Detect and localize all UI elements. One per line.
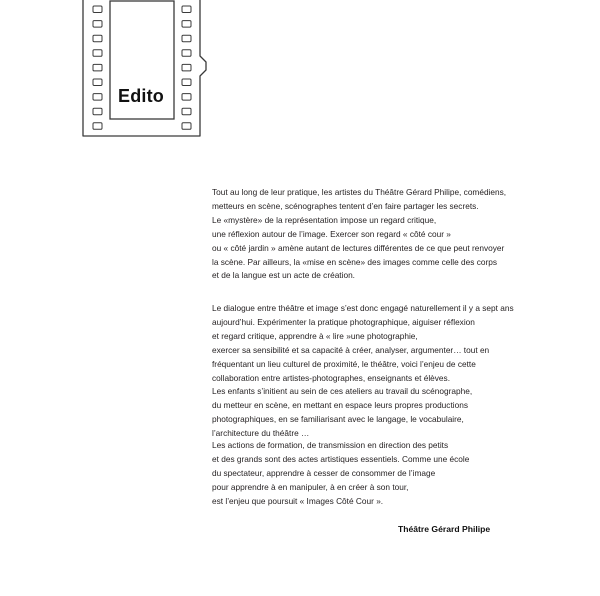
film-perforation (182, 21, 191, 28)
text-line: du metteur en scène, en mettant en espace leurs propres productions (212, 400, 468, 411)
text-line: exercer sa sensibilité et sa capacité à créer, analyser, argumenter… tout en (212, 344, 490, 355)
text-line: ou « côté jardin » amène autant de lectures différentes de ce que peut renvoyer (212, 242, 505, 253)
film-perforation (182, 6, 191, 13)
text-line: l’architecture du théâtre … (212, 428, 310, 439)
film-perforation (93, 64, 102, 71)
film-perforations-left (93, 6, 102, 129)
text-line: la scène. Par ailleurs, la «mise en scène» des images comme celle des corps (212, 256, 497, 267)
text-line: et regard critique, apprendre à « lire »une photographie, (212, 330, 418, 341)
film-perforation (182, 123, 191, 130)
film-perforation (182, 79, 191, 86)
text-line: pour apprendre à en manipuler, à en créer à son tour, (212, 481, 409, 492)
actions-paragraph (212, 439, 592, 509)
text-line: Tout au long de leur pratique, les artistes du Théâtre Gérard Philipe, comédiens, (212, 187, 507, 197)
text-line: du spectateur, apprendre à cesser de consommer de l’image (212, 467, 436, 478)
page-title: Edito (118, 86, 164, 106)
film-perforation (182, 108, 191, 115)
text-line: aujourd’hui. Expérimenter la pratique photographique, aiguiser réflexion (212, 316, 475, 327)
text-line: fréquentant un lieu culturel de proximité, le théâtre, voici l’enjeu de cette (212, 358, 476, 369)
text-line: Le «mystère» de la représentation impose un regard critique, (212, 214, 437, 225)
text-line: Les actions de formation, de transmission en direction des petits (212, 440, 449, 450)
film-perforation (93, 94, 102, 101)
text-line: une réflexion autour de l’image. Exercer son regard « côté cour » (212, 228, 451, 239)
film-perforation (182, 64, 191, 71)
film-perforation (93, 50, 102, 57)
text-line: metteurs en scène, scénographes tentent d’en faire partager les secrets. (212, 200, 479, 211)
intro-paragraph (212, 186, 592, 283)
film-perforation (93, 35, 102, 42)
text-line: Le dialogue entre théâtre et image s’est donc engagé naturellement il y a sept ans (212, 303, 514, 313)
text-line: et de la langue est un acte de création. (212, 270, 355, 281)
text-line: est l’enjeu que poursuit « Images Côté Cour ». (212, 495, 384, 506)
film-perforation (93, 21, 102, 28)
film-perforation (93, 123, 102, 130)
film-perforation (93, 6, 102, 13)
film-perforation (182, 50, 191, 57)
film-perforation (182, 35, 191, 42)
film-strip-icon (0, 0, 220, 140)
text-line: et des grands sont des actes artistiques essentiels. Comme une école (212, 453, 470, 464)
film-perforations-right (182, 6, 191, 129)
text-line: Les enfants s’initient au sein de ces ateliers au travail du scénographe, (212, 386, 473, 397)
signature: Théâtre Gérard Philipe (398, 524, 491, 534)
film-perforation (93, 79, 102, 86)
text-line: photographiques, en se familiarisant avec le langage, le vocabulaire, (212, 414, 464, 425)
dialogue-paragraph (212, 302, 592, 441)
film-perforation (93, 108, 102, 115)
text-line: collaboration entre artistes-photographes, enseignants et élèves. (212, 372, 450, 383)
